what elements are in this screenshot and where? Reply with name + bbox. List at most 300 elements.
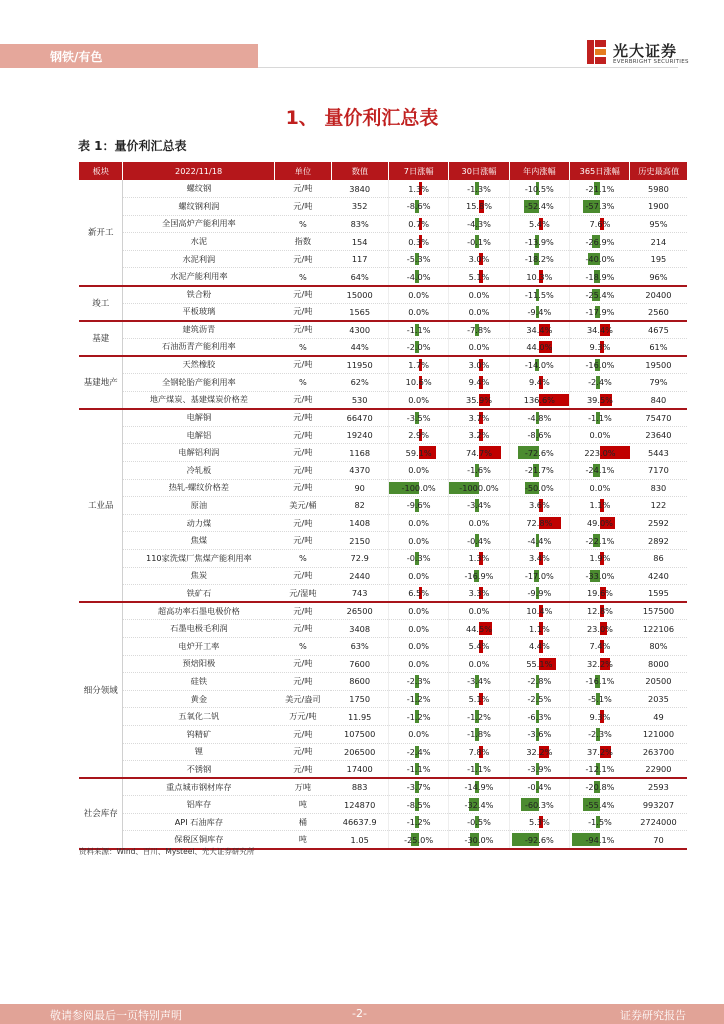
change-cell-ytd xyxy=(509,391,569,409)
change-value: -1.5% xyxy=(588,817,612,828)
change-cell-ytd xyxy=(509,303,569,321)
historical-high-cell: 75470 xyxy=(630,409,687,427)
change-cell-d30 xyxy=(449,602,509,620)
change-value: -11.5% xyxy=(524,289,554,300)
change-value: -14.0% xyxy=(524,359,554,370)
unit-cell: 元/吨 xyxy=(274,409,331,427)
unit-cell: 元/吨 xyxy=(274,673,331,691)
change-value: 0.0% xyxy=(468,606,490,617)
unit-cell: % xyxy=(274,215,331,233)
change-value: -0.1% xyxy=(467,236,491,247)
col-header: 单位 xyxy=(274,162,331,180)
table-row xyxy=(79,479,687,497)
change-value: 0.0% xyxy=(468,341,490,352)
change-value: 1.1% xyxy=(589,500,611,511)
change-cell-d365 xyxy=(570,409,630,427)
change-value: 2.9% xyxy=(408,430,430,441)
change-value: 136.6% xyxy=(523,394,555,405)
change-cell-d30 xyxy=(449,321,509,339)
change-value: 34.4% xyxy=(526,324,553,335)
change-cell-d30 xyxy=(449,444,509,462)
table-row xyxy=(79,743,687,761)
table-row xyxy=(79,268,687,286)
table-row xyxy=(79,233,687,251)
change-value: -2.4% xyxy=(406,746,431,757)
unit-cell: 元/吨 xyxy=(274,655,331,673)
change-cell-ytd xyxy=(509,286,569,304)
change-cell-d365 xyxy=(570,602,630,620)
change-value: -3.4% xyxy=(467,676,491,687)
change-cell-d365 xyxy=(570,637,630,655)
value-cell: 82 xyxy=(331,497,388,515)
value-cell: 11950 xyxy=(331,356,388,374)
change-cell-d30 xyxy=(449,549,509,567)
change-value: 0.0% xyxy=(408,641,430,652)
change-cell-d7 xyxy=(388,778,448,796)
unit-cell: 元/吨 xyxy=(274,198,331,216)
historical-high-cell: 19500 xyxy=(630,356,687,374)
change-cell-d365 xyxy=(570,690,630,708)
change-value: -26.9% xyxy=(585,236,615,247)
change-cell-d7 xyxy=(388,514,448,532)
change-cell-d7 xyxy=(388,796,448,814)
change-cell-ytd xyxy=(509,637,569,655)
table-row xyxy=(79,409,687,427)
change-cell-d365 xyxy=(570,708,630,726)
change-cell-ytd xyxy=(509,778,569,796)
change-cell-d365 xyxy=(570,655,630,673)
unit-cell: 元/吨 xyxy=(274,356,331,374)
section-label: 钢铁/有色 xyxy=(50,50,103,64)
change-cell-ytd xyxy=(509,549,569,567)
historical-high-cell: 2724000 xyxy=(630,813,687,831)
unit-cell: % xyxy=(274,338,331,356)
unit-cell: 元/吨 xyxy=(274,514,331,532)
change-value: 9.3% xyxy=(589,711,611,722)
change-value: 0.0% xyxy=(468,289,490,300)
change-cell-ytd xyxy=(509,761,569,779)
change-value: 37.2% xyxy=(586,746,613,757)
change-value: 0.0% xyxy=(408,535,430,546)
historical-high-cell: 1900 xyxy=(630,198,687,216)
value-cell: 2440 xyxy=(331,567,388,585)
change-cell-d30 xyxy=(449,585,509,603)
change-value: 0.0% xyxy=(408,289,430,300)
item-name-cell: 建筑沥青 xyxy=(123,321,274,339)
change-value: 35.9% xyxy=(465,394,492,405)
change-cell-d7 xyxy=(388,180,448,198)
change-cell-d30 xyxy=(449,462,509,480)
footer-bar xyxy=(0,1004,724,1024)
change-value: -3.9% xyxy=(527,764,552,775)
item-name-cell: 水泥 xyxy=(123,233,274,251)
change-value: -4.8% xyxy=(527,412,552,423)
table-row xyxy=(79,391,687,409)
table-row xyxy=(79,426,687,444)
change-value: 0.0% xyxy=(408,465,430,476)
change-cell-d365 xyxy=(570,338,630,356)
table-row xyxy=(79,585,687,603)
historical-high-cell: 5980 xyxy=(630,180,687,198)
change-cell-d30 xyxy=(449,409,509,427)
change-cell-d365 xyxy=(570,391,630,409)
change-value: -3.4% xyxy=(467,500,491,511)
change-value: 19.6% xyxy=(586,588,613,599)
col-header: 30日涨幅 xyxy=(449,162,509,180)
change-cell-d30 xyxy=(449,620,509,638)
change-value: -16.0% xyxy=(585,359,615,370)
change-cell-d7 xyxy=(388,444,448,462)
table-row xyxy=(79,637,687,655)
change-value: -100.0% xyxy=(401,482,436,493)
change-value: 39.5% xyxy=(586,394,613,405)
change-cell-d365 xyxy=(570,321,630,339)
table-row xyxy=(79,673,687,691)
historical-high-cell: 22900 xyxy=(630,761,687,779)
change-cell-d365 xyxy=(570,743,630,761)
change-cell-d30 xyxy=(449,303,509,321)
item-name-cell: 焦煤 xyxy=(123,532,274,550)
change-value: 1.9% xyxy=(589,553,611,564)
change-cell-ytd xyxy=(509,831,569,849)
change-cell-d7 xyxy=(388,303,448,321)
change-value: -1000.0% xyxy=(459,482,499,493)
item-name-cell: 地产煤炭、基建煤炭价格差 xyxy=(123,391,274,409)
historical-high-cell: 840 xyxy=(630,391,687,409)
change-value: 0.0% xyxy=(408,623,430,634)
change-cell-d7 xyxy=(388,567,448,585)
table-row xyxy=(79,338,687,356)
table-row xyxy=(79,303,687,321)
change-value: -2.5% xyxy=(527,694,552,705)
unit-cell: 元/吨 xyxy=(274,462,331,480)
change-cell-d365 xyxy=(570,286,630,304)
change-value: 7.4% xyxy=(589,641,611,652)
value-cell: 107500 xyxy=(331,725,388,743)
company-logo xyxy=(585,38,689,70)
change-value: -0.4% xyxy=(467,535,491,546)
change-value: 32.2% xyxy=(586,658,613,669)
change-value: -1.3% xyxy=(467,183,491,194)
col-header: 365日涨幅 xyxy=(570,162,630,180)
change-cell-d30 xyxy=(449,215,509,233)
change-cell-d30 xyxy=(449,673,509,691)
item-name-cell: 电解铝 xyxy=(123,426,274,444)
change-cell-d7 xyxy=(388,426,448,444)
value-cell: 11.95 xyxy=(331,708,388,726)
change-cell-d365 xyxy=(570,497,630,515)
change-cell-d7 xyxy=(388,831,448,849)
item-name-cell: 保税区铜库存 xyxy=(123,831,274,849)
change-cell-d30 xyxy=(449,374,509,392)
change-cell-ytd xyxy=(509,268,569,286)
unit-cell: 吨 xyxy=(274,831,331,849)
change-cell-d7 xyxy=(388,708,448,726)
value-cell: 117 xyxy=(331,250,388,268)
change-value: -21.7% xyxy=(524,465,554,476)
unit-cell: 元/吨 xyxy=(274,180,331,198)
change-value: -1.6% xyxy=(467,465,491,476)
change-cell-ytd xyxy=(509,409,569,427)
item-name-cell: 超高功率石墨电极价格 xyxy=(123,602,274,620)
change-cell-d7 xyxy=(388,532,448,550)
change-value: 6.5% xyxy=(408,588,430,599)
change-cell-ytd xyxy=(509,673,569,691)
change-cell-d30 xyxy=(449,338,509,356)
change-value: -72.6% xyxy=(524,447,554,458)
value-cell: 4300 xyxy=(331,321,388,339)
change-cell-ytd xyxy=(509,462,569,480)
change-cell-d30 xyxy=(449,180,509,198)
change-cell-ytd xyxy=(509,479,569,497)
change-cell-d30 xyxy=(449,497,509,515)
table-row xyxy=(79,497,687,515)
change-value: -7.8% xyxy=(467,324,491,335)
change-cell-d7 xyxy=(388,215,448,233)
change-cell-ytd xyxy=(509,215,569,233)
change-cell-d7 xyxy=(388,356,448,374)
item-name-cell: 铝库存 xyxy=(123,796,274,814)
change-value: 0.0% xyxy=(408,658,430,669)
table-header-row xyxy=(79,162,687,180)
change-value: -32.4% xyxy=(464,799,494,810)
value-cell: 1750 xyxy=(331,690,388,708)
change-cell-d7 xyxy=(388,673,448,691)
change-cell-d365 xyxy=(570,233,630,251)
change-cell-ytd xyxy=(509,426,569,444)
change-value: -2.4% xyxy=(588,377,612,388)
change-cell-d30 xyxy=(449,637,509,655)
item-name-cell: 电解铜 xyxy=(123,409,274,427)
change-cell-ytd xyxy=(509,567,569,585)
change-value: -0.5% xyxy=(467,817,491,828)
change-value: -2.8% xyxy=(527,676,552,687)
item-name-cell: 热轧-螺纹价格差 xyxy=(123,479,274,497)
change-cell-d30 xyxy=(449,391,509,409)
change-cell-ytd xyxy=(509,374,569,392)
change-cell-d7 xyxy=(388,497,448,515)
change-cell-d7 xyxy=(388,725,448,743)
change-value: -55.4% xyxy=(585,799,615,810)
change-cell-ytd xyxy=(509,655,569,673)
change-cell-ytd xyxy=(509,585,569,603)
change-value: -8.6% xyxy=(527,430,552,441)
change-cell-ytd xyxy=(509,602,569,620)
change-value: 1.3% xyxy=(468,553,490,564)
table-row xyxy=(79,462,687,480)
historical-high-cell: 20500 xyxy=(630,673,687,691)
change-cell-ytd xyxy=(509,233,569,251)
item-name-cell: 预焙阳极 xyxy=(123,655,274,673)
change-cell-d365 xyxy=(570,374,630,392)
change-value: -25.4% xyxy=(585,289,615,300)
change-cell-d365 xyxy=(570,215,630,233)
value-cell: 83% xyxy=(331,215,388,233)
item-name-cell: 锂 xyxy=(123,743,274,761)
change-cell-ytd xyxy=(509,444,569,462)
change-value: 0.0% xyxy=(408,306,430,317)
change-cell-d365 xyxy=(570,778,630,796)
change-value: 44.5% xyxy=(465,623,492,634)
item-name-cell: 铁合粉 xyxy=(123,286,274,304)
change-value: -4.3% xyxy=(467,218,491,229)
unit-cell: 元/吨 xyxy=(274,602,331,620)
unit-cell: 元/吨 xyxy=(274,567,331,585)
change-cell-ytd xyxy=(509,497,569,515)
item-name-cell: 全国高炉产能利用率 xyxy=(123,215,274,233)
value-cell: 90 xyxy=(331,479,388,497)
col-header: 数值 xyxy=(331,162,388,180)
footer-disclaimer: 敬请参阅最后一页特别声明 xyxy=(50,1009,182,1022)
change-value: 4.4% xyxy=(528,641,550,652)
col-header: 板块 xyxy=(79,162,123,180)
item-name-cell: 五氧化二钒 xyxy=(123,708,274,726)
change-value: -1.2% xyxy=(406,694,431,705)
item-name-cell: 电炉开工率 xyxy=(123,637,274,655)
change-value: -8.6% xyxy=(406,201,431,212)
change-cell-d7 xyxy=(388,479,448,497)
item-name-cell: 天然橡胶 xyxy=(123,356,274,374)
change-cell-d30 xyxy=(449,796,509,814)
historical-high-cell: 23640 xyxy=(630,426,687,444)
table-row xyxy=(79,620,687,638)
value-cell: 743 xyxy=(331,585,388,603)
top-section-bar xyxy=(0,44,258,68)
unit-cell: 元/吨 xyxy=(274,444,331,462)
change-cell-d365 xyxy=(570,725,630,743)
col-header: 历史最高值 xyxy=(630,162,687,180)
change-value: -94.1% xyxy=(585,834,615,845)
item-name-cell: 黄金 xyxy=(123,690,274,708)
change-cell-d365 xyxy=(570,549,630,567)
change-cell-d30 xyxy=(449,514,509,532)
change-value: -0.4% xyxy=(527,782,552,793)
table-row xyxy=(79,250,687,268)
change-cell-d365 xyxy=(570,761,630,779)
unit-cell: % xyxy=(274,637,331,655)
unit-cell: 元/吨 xyxy=(274,743,331,761)
table-row xyxy=(79,514,687,532)
change-cell-d365 xyxy=(570,198,630,216)
change-value: -8.5% xyxy=(406,799,431,810)
change-cell-d30 xyxy=(449,426,509,444)
change-cell-d365 xyxy=(570,268,630,286)
unit-cell: 元/吨 xyxy=(274,761,331,779)
change-value: 5.1% xyxy=(468,694,490,705)
change-value: -52.4% xyxy=(524,201,554,212)
change-cell-d365 xyxy=(570,356,630,374)
change-value: 1.1% xyxy=(528,623,550,634)
change-value: 55.1% xyxy=(526,658,553,669)
historical-high-cell: 195 xyxy=(630,250,687,268)
change-cell-d365 xyxy=(570,673,630,691)
change-cell-d365 xyxy=(570,303,630,321)
change-value: -1.2% xyxy=(406,711,431,722)
category-cell: 细分领域 xyxy=(79,602,123,778)
change-cell-d30 xyxy=(449,743,509,761)
change-value: 0.0% xyxy=(589,430,611,441)
change-value: -4.4% xyxy=(527,535,552,546)
table-row xyxy=(79,180,687,198)
change-cell-d30 xyxy=(449,479,509,497)
historical-high-cell: 4240 xyxy=(630,567,687,585)
change-cell-d7 xyxy=(388,743,448,761)
historical-high-cell: 80% xyxy=(630,637,687,655)
change-value: 72.8% xyxy=(526,518,553,529)
item-name-cell: 钨精矿 xyxy=(123,725,274,743)
item-name-cell: 平板玻璃 xyxy=(123,303,274,321)
change-value: 9.4% xyxy=(468,377,490,388)
change-value: 10.4% xyxy=(526,606,553,617)
historical-high-cell: 79% xyxy=(630,374,687,392)
unit-cell: 元/吨 xyxy=(274,426,331,444)
change-cell-d7 xyxy=(388,374,448,392)
unit-cell: 元/吨 xyxy=(274,532,331,550)
value-cell: 66470 xyxy=(331,409,388,427)
change-cell-ytd xyxy=(509,514,569,532)
col-header: 年内涨幅 xyxy=(509,162,569,180)
historical-high-cell: 2593 xyxy=(630,778,687,796)
change-cell-ytd xyxy=(509,708,569,726)
category-cell: 竣工 xyxy=(79,286,123,321)
change-cell-ytd xyxy=(509,356,569,374)
value-cell: 2150 xyxy=(331,532,388,550)
change-cell-ytd xyxy=(509,796,569,814)
unit-cell: % xyxy=(274,374,331,392)
change-value: -30.0% xyxy=(464,834,494,845)
change-cell-d30 xyxy=(449,567,509,585)
value-cell: 3408 xyxy=(331,620,388,638)
col-header: 7日涨幅 xyxy=(388,162,448,180)
change-value: 59.1% xyxy=(405,447,432,458)
change-cell-d365 xyxy=(570,620,630,638)
change-value: -50.0% xyxy=(524,482,554,493)
change-value: -3.7% xyxy=(406,782,431,793)
change-value: -4.0% xyxy=(406,271,431,282)
change-value: -17.9% xyxy=(585,306,615,317)
unit-cell: 元/吨 xyxy=(274,479,331,497)
change-cell-ytd xyxy=(509,813,569,831)
change-value: -60.3% xyxy=(524,799,554,810)
category-cell: 基建 xyxy=(79,321,123,356)
unit-cell: 指数 xyxy=(274,233,331,251)
table-row xyxy=(79,215,687,233)
unit-cell: 万元/吨 xyxy=(274,708,331,726)
page-number: -2- xyxy=(352,1007,367,1020)
historical-high-cell: 214 xyxy=(630,233,687,251)
change-value: 10.6% xyxy=(405,377,432,388)
value-cell: 124870 xyxy=(331,796,388,814)
table-row xyxy=(79,796,687,814)
change-value: 15.8% xyxy=(465,201,492,212)
change-cell-d7 xyxy=(388,602,448,620)
change-cell-d30 xyxy=(449,761,509,779)
value-cell: 64% xyxy=(331,268,388,286)
change-value: 74.7% xyxy=(465,447,492,458)
change-cell-d30 xyxy=(449,250,509,268)
unit-cell: 元/吨 xyxy=(274,321,331,339)
value-cell: 154 xyxy=(331,233,388,251)
change-value: -1.2% xyxy=(467,711,491,722)
change-cell-d7 xyxy=(388,198,448,216)
value-cell: 4370 xyxy=(331,462,388,480)
table-row xyxy=(79,356,687,374)
value-cell: 1408 xyxy=(331,514,388,532)
change-cell-d365 xyxy=(570,426,630,444)
change-cell-d365 xyxy=(570,567,630,585)
change-value: 0.3% xyxy=(408,236,430,247)
change-value: 0.0% xyxy=(408,606,430,617)
